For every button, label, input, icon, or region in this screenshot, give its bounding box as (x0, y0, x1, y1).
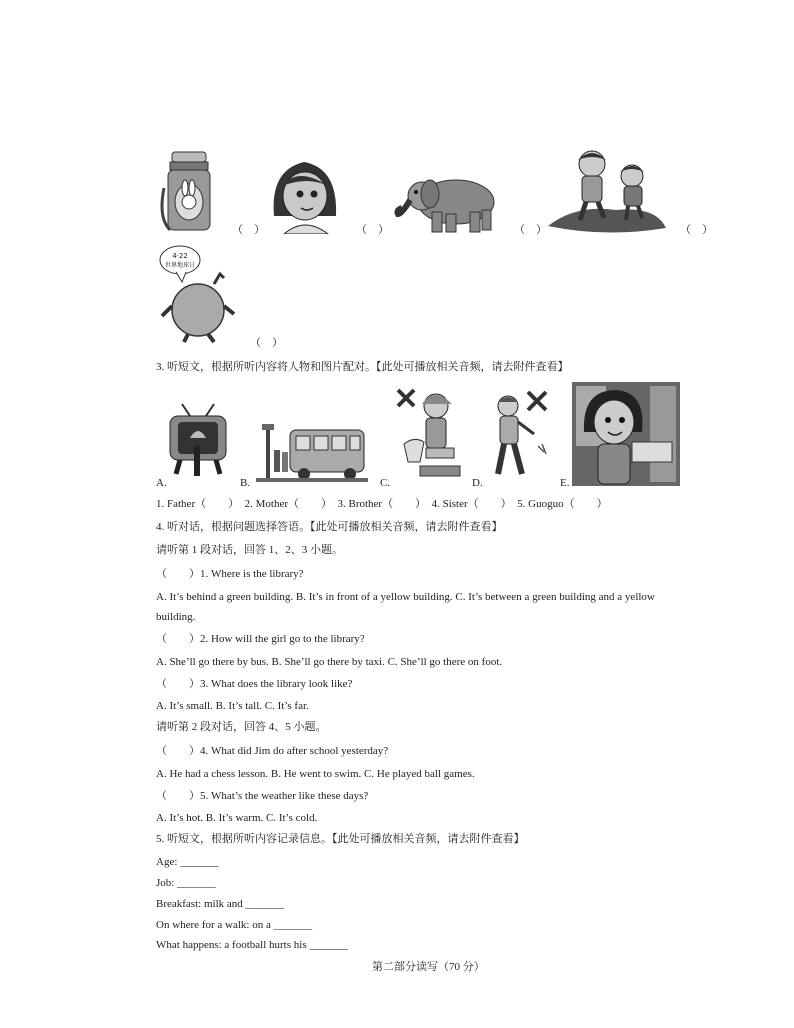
question-1-options-cont: building. (156, 611, 196, 623)
bus-station-icon (256, 420, 368, 484)
section4-heading: 4. 听对话，根据问题选择答语。【此处可播放相关音频，请去附件查看】 (156, 521, 503, 533)
question-3: （ ）3. What does the library look like? (156, 678, 353, 690)
paren-5: （ ） (250, 337, 283, 349)
question-1-options: A. It’s behind a green building. B. It’s in front of a yellow building. C. It’s between a green building and a yellow (156, 591, 655, 603)
question-2: （ ）2. How will the girl go to the library? (156, 633, 365, 645)
badge-text: 世界地球日 (164, 262, 196, 269)
paren-2: （ ） (356, 224, 389, 236)
question-5-options: A. It’s hot. B. It’s warm. C. It’s cold. (156, 812, 318, 824)
question-2-options: A. She’ll go there by bus. B. She’ll go there by taxi. C. She’ll go there on foot. (156, 656, 503, 668)
girl-face-icon (268, 156, 342, 234)
matching-line: 1. Father（ ） 2. Mother（ ） 3. Brother（ ） 4. Sister（ ） 5. Guoguo（ ） (156, 498, 608, 510)
girl-in-library-icon (572, 382, 680, 486)
field-walk: On where for a walk: on a _______ (156, 919, 313, 931)
question-3-options: A. It’s small. B. It’s tall. C. It’s far. (156, 700, 309, 712)
earth-day-balloon-icon (158, 244, 238, 344)
question-4: （ ）4. What did Jim do after school yesterday? (156, 745, 389, 757)
girl-washing-hands-icon (394, 386, 466, 480)
dialogue-1-instruction: 请听第 1 段对话，回答 1、2、3 小题。 (156, 544, 343, 556)
section5-heading: 5. 听短文，根据所听内容记录信息。【此处可播放相关音频，请去附件查看】 (156, 833, 525, 845)
option-b-letter: B. (240, 477, 251, 489)
option-a-letter: A. (156, 477, 167, 489)
television-icon (166, 402, 230, 482)
question-5: （ ）5. What’s the weather like these days? (156, 790, 369, 802)
paren-1: （ ） (232, 224, 265, 236)
option-c-letter: C. (380, 477, 391, 489)
question-4-options: A. He had a chess lesson. B. He went to swim. C. He played ball games. (156, 768, 475, 780)
children-walking-icon (546, 148, 668, 234)
field-age: Age: _______ (156, 856, 219, 868)
thermos-bottle-icon (158, 148, 220, 234)
dialogue-2-instruction: 请听第 2 段对话，回答 4、5 小题。 (156, 721, 327, 733)
field-job: Job: _______ (156, 877, 216, 889)
field-happens: What happens: a football hurts his _______ (156, 939, 348, 951)
elephant-icon (394, 174, 502, 236)
paren-4: （ ） (680, 224, 713, 236)
badge-date: 4·22 (172, 252, 188, 260)
part2-title: 第二部分读写（70 分） (372, 961, 485, 973)
question-1: （ ）1. Where is the library? (156, 568, 304, 580)
paren-3: （ ） (514, 224, 547, 236)
option-e-letter: E. (560, 477, 570, 489)
option-d-letter: D. (472, 477, 483, 489)
field-breakfast: Breakfast: milk and _______ (156, 898, 285, 910)
section3-heading: 3. 听短文，根据所听内容将人物和图片配对。【此处可播放相关音频，请去附件查看】 (156, 361, 569, 373)
boy-littering-icon (484, 388, 554, 480)
